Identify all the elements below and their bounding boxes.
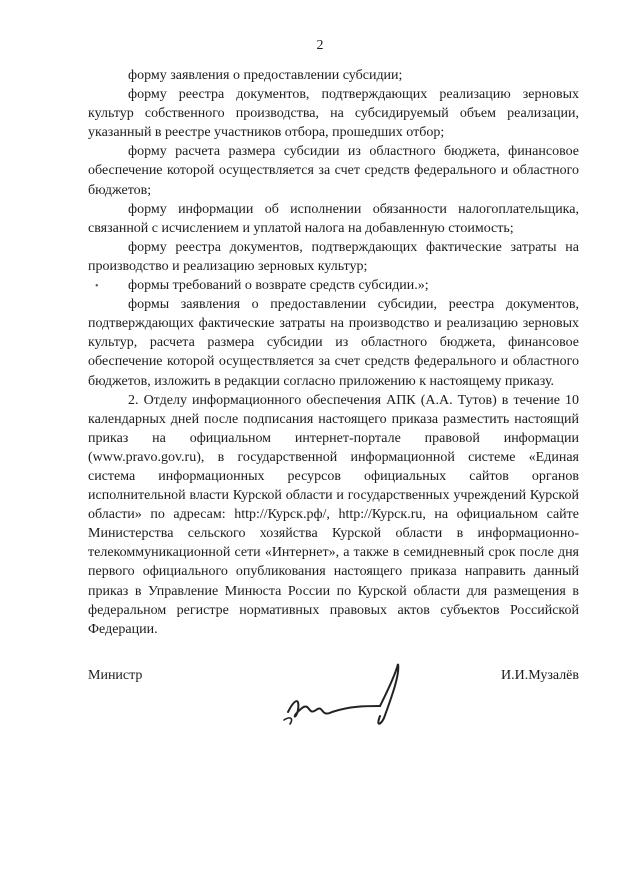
signer-title: Министр bbox=[88, 668, 143, 683]
page-number: 2 bbox=[316, 38, 324, 53]
paragraph-7: формы заявления о предоставлении субсидии, реестра документов, подтверждающих фактические затраты на производство и реализацию зерновых культур, расчета размера субсидии из областного бюджета, финансовое обеспечение которой осуществляется за счет средств федерального и областного бюджетов, изложить в редакции согласно приложению к настоящему приказу. bbox=[88, 297, 579, 389]
paragraph-6-wrapper bbox=[88, 276, 579, 295]
paragraph-8: 2. Отделу информационного обеспечения АПК (А.А. Тутов) в течение 10 календарных дней после подписания настоящего приказа разместить настоящий приказ на официальном интернет-портале правовой информации (www.pravo.gov.ru), в государственной информационной системе «Единая система информационных ресурсов официальных сайтов органов исполнительной власти Курской области и государственных учреждений Курской области» по адресам: http://Курск.рф/, http://Курск.ru, на официальном сайте Министерства сельского хозяйства Курской области в информационно-телекоммуникационной сети «Интернет», а также в семидневный срок после дня первого официального опубликования настоящего приказа направить данный приказ в Управление Минюста России по Курской области для размещения в федеральном регистре нормативных правовых актов субъектов Российской Федерации. bbox=[88, 392, 579, 637]
handwritten-signature bbox=[280, 660, 410, 740]
document-body bbox=[88, 66, 579, 639]
signer-name: И.И.Музалёв bbox=[501, 668, 579, 683]
paragraph-6: формы требований о возврате средств субсидии.»; bbox=[128, 278, 429, 294]
paragraph-3: форму расчета размера субсидии из областного бюджета, финансовое обеспечение которой осуществляется за счет средств федерального и областного бюджетов; bbox=[88, 144, 579, 198]
paragraph-4: форму информации об исполнении обязанности налогоплательщика, связанной с исчислением и уплатой налога на добавленную стоимость; bbox=[88, 201, 579, 236]
paragraph-5: форму реестра документов, подтверждающих фактические затраты на производство и реализацию зерновых культур; bbox=[88, 239, 579, 274]
paragraph-1: форму заявления о предоставлении субсидии; bbox=[128, 68, 403, 83]
stray-mark: • bbox=[95, 281, 99, 293]
paragraph-2: форму реестра документов, подтверждающих реализацию зерновых культур собственного производства, на субсидируемый объем реализации, указанный в реестре участников отбора, прошедших отбор; bbox=[88, 87, 579, 141]
